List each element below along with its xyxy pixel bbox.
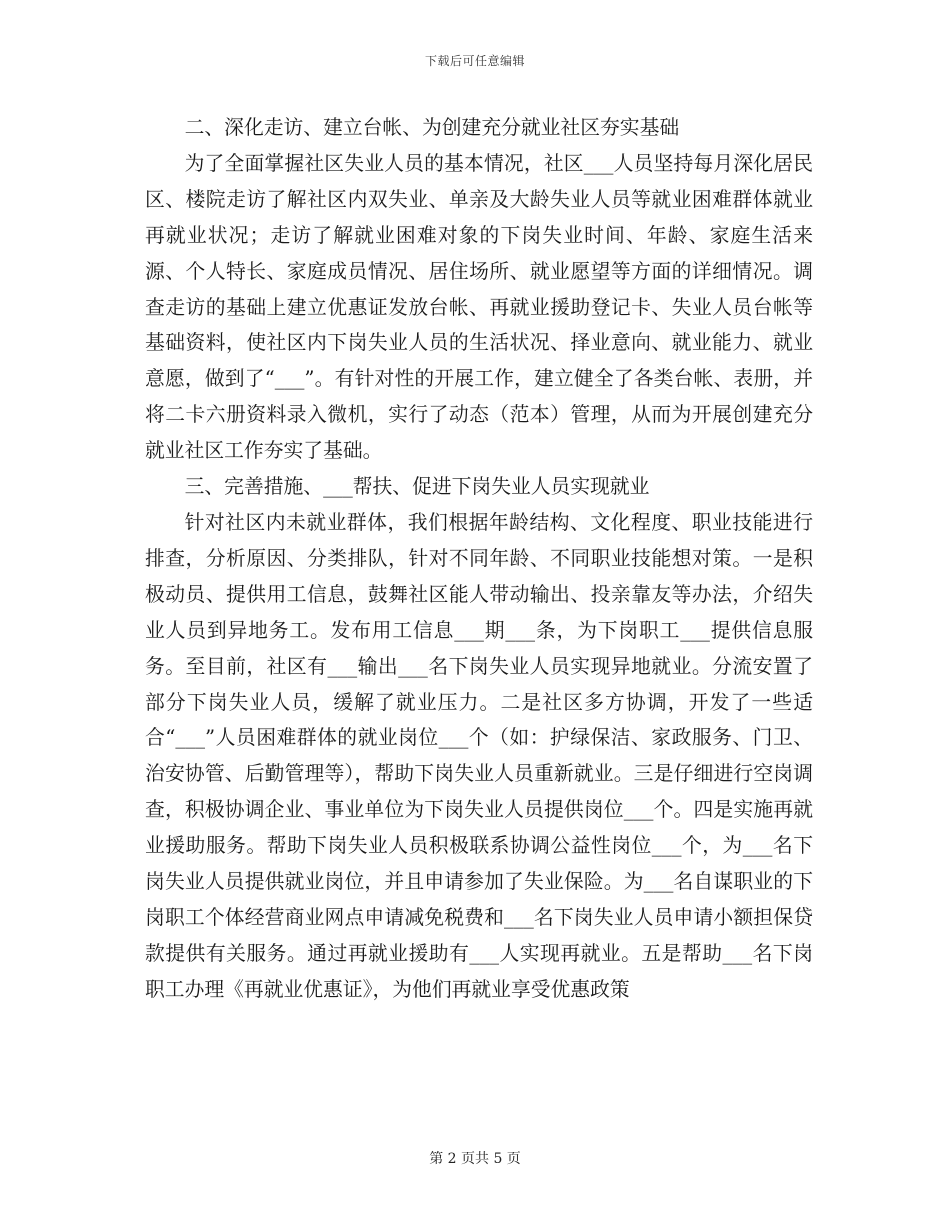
document-body xyxy=(145,110,813,1008)
section-paragraph-2: 为了全面掌握社区失业人员的基本情况，社区___人员坚持每月深化居民区、楼院走访了解社区内双失业、单亲及大龄失业人员等就业困难群体就业再就业状况；走访了解就业困难对象的下岗失业时间、年龄、家庭生活来源、个人特长、家庭成员情况、居住场所、就业愿望等方面的详细情况。调查走访的基础上建立优惠证发放台帐、再就业援助登记卡、失业人员台帐等基础资料，使社区内下岗失业人员的生活状况、择业意向、就业能力、就业意愿，做到了“___”。有针对性的开展工作，建立健全了各类台帐、表册，并将二卡六册资料录入微机，实行了动态（范本）管理，从而为开展创建充分就业社区工作夯实了基础。 xyxy=(145,151,813,463)
page-footer: 第 2 页共 5 页 xyxy=(429,1151,521,1167)
section-paragraph-3: 针对社区内未就业群体，我们根据年龄结构、文化程度、职业技能进行排查，分析原因、分类排队，针对不同年龄、不同职业技能想对策。一是积极动员、提供用工信息，鼓舞社区能人带动输出、投亲靠友等办法，介绍失业人员到异地务工。发布用工信息___期___条，为下岗职工___提供信息服务。至目前，社区有___输出___名下岗失业人员实现异地就业。分流安置了部分下岗失业人员，缓解了就业压力。二是社区多方协调，开发了一些适合“___”人员困难群体的就业岗位___个（如：护绿保洁、家政服务、门卫、治安协管、后勤管理等），帮助下岗失业人员重新就业。三是仔细进行空岗调查，积极协调企业、事业单位为下岗失业人员提供岗位___个。四是实施再就业援助服务。帮助下岗失业人员积极联系协调公益性岗位___个，为___名下岗失业人员提供就业岗位，并且申请参加了失业保险。为___名自谋职业的下岗职工个体经营商业网点申请减免税费和___名下岗失业人员申请小额担保贷款提供有关服务。通过再就业援助有___人实现再就业。五是帮助___名下岗职工办理《再就业优惠证》，为他们再就业享受优惠政策 xyxy=(145,510,813,1001)
section-heading-3: 三、完善措施、___帮扶、促进下岗失业人员实现就业 xyxy=(184,475,650,499)
section-heading-2: 二、深化走访、建立台帐、为创建充分就业社区夯实基础 xyxy=(184,116,680,139)
page-header: 下载后可任意编辑 xyxy=(424,54,525,68)
